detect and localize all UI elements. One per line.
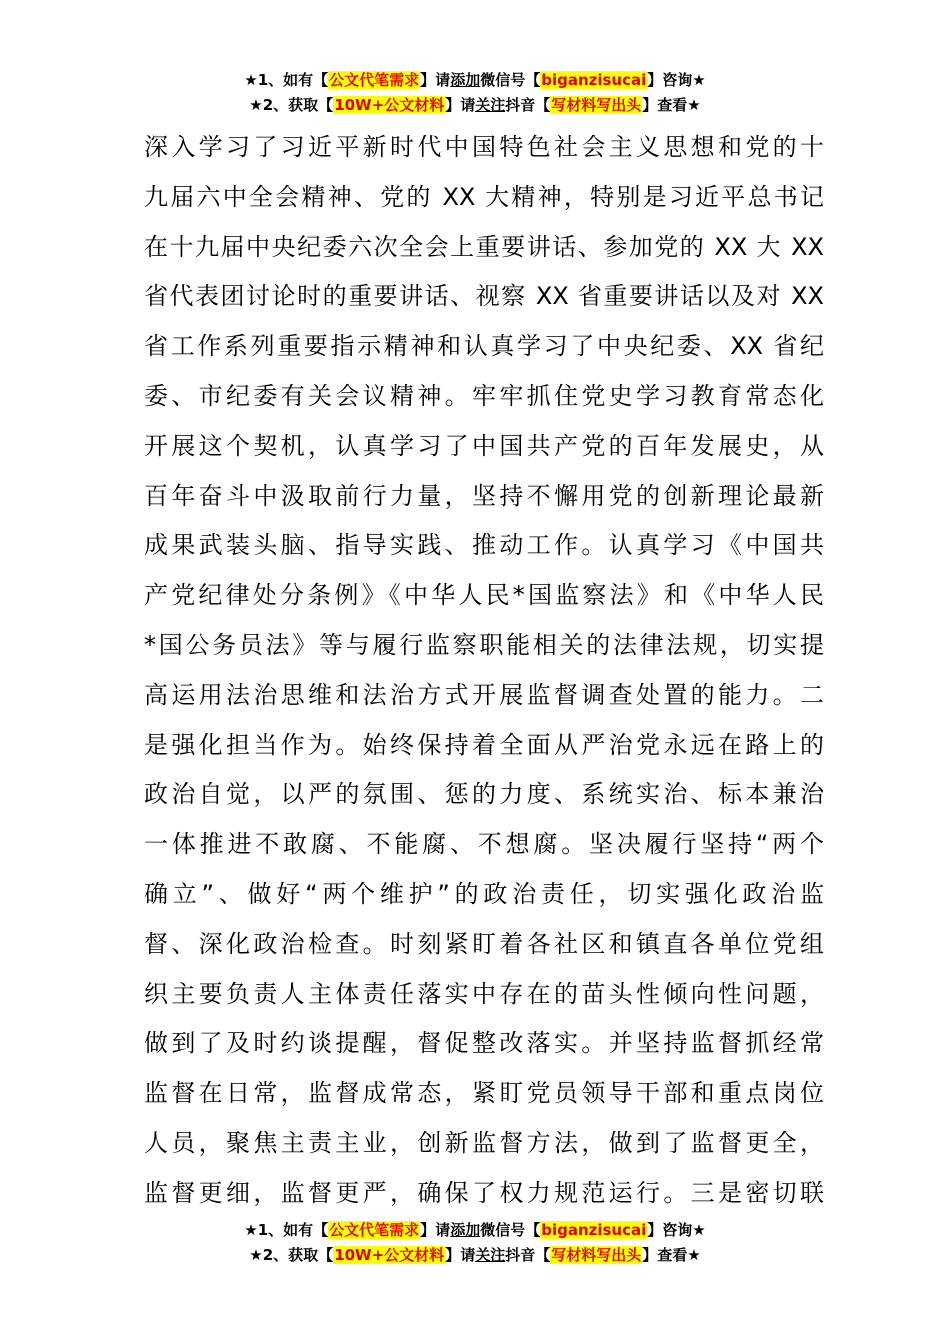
banner-line-2 bbox=[0, 1243, 950, 1268]
body-line: 开展这个契机，认真学习了中国共产党的百年发展史，从 bbox=[144, 431, 824, 460]
banner-line-1 bbox=[0, 1218, 950, 1243]
body-line: 政治自觉，以严的氛围、惩的力度、系统实治、标本兼治 bbox=[144, 780, 824, 809]
banner-emphasis: 添加 bbox=[450, 1221, 481, 1239]
banner-emphasis: 关注 bbox=[475, 96, 506, 114]
body-line: 人员，聚焦主责主业，创新监督方法，做到了监督更全， bbox=[144, 1128, 824, 1157]
wechat-id: biganzisucai bbox=[541, 71, 647, 89]
banner-emphasis: 添加 bbox=[450, 71, 481, 89]
body-line: 织主要负责人主体责任落实中存在的苗头性倾向性问题， bbox=[144, 979, 824, 1008]
body-line: 产党纪律处分条例》《中华人民*国监察法》和《中华人民 bbox=[144, 581, 824, 610]
banner-text: 】查看★ bbox=[642, 1246, 701, 1264]
body-line: 委、市纪委有关会议精神。牢牢抓住党史学习教育常态化 bbox=[144, 381, 824, 410]
highlight-tag: 公文代笔需求 bbox=[329, 71, 420, 89]
body-line: 确立”、做好“两个维护”的政治责任，切实强化政治监 bbox=[144, 879, 824, 908]
banner-emphasis: 关注 bbox=[475, 1246, 506, 1264]
body-line: 成果武装头脑、指导实践、推动工作。认真学习《中国共 bbox=[144, 531, 824, 560]
document-body bbox=[144, 123, 824, 1219]
banner-text: ★2、获取【 bbox=[249, 96, 334, 114]
body-line: 省代表团讨论时的重要讲话、视察 XX 省重要讲话以及对 XX bbox=[144, 282, 824, 311]
banner-text: 】请 bbox=[445, 1246, 476, 1264]
body-line: 监督在日常，监督成常态，紧盯党员领导干部和重点岗位 bbox=[144, 1079, 824, 1108]
banner-text: 抖音【 bbox=[505, 1246, 551, 1264]
banner-text: 抖音【 bbox=[505, 96, 551, 114]
header-banner bbox=[0, 68, 950, 118]
banner-text: 微信号【 bbox=[480, 71, 541, 89]
body-line: 做到了及时约谈提醒，督促整改落实。并坚持监督抓经常 bbox=[144, 1029, 824, 1058]
body-line: 一体推进不敢腐、不能腐、不想腐。坚决履行坚持“两个 bbox=[144, 830, 824, 859]
body-line: 深入学习了习近平新时代中国特色社会主义思想和党的十 bbox=[144, 133, 824, 161]
banner-line-1 bbox=[0, 68, 950, 93]
banner-line-2 bbox=[0, 93, 950, 118]
body-line: 省工作系列重要指示精神和认真学习了中央纪委、XX 省纪 bbox=[144, 332, 824, 361]
wechat-id: biganzisucai bbox=[541, 1221, 647, 1239]
body-line: 监督更细，监督更严，确保了权力规范运行。三是密切联 bbox=[144, 1178, 824, 1207]
douyin-account: 写材料写出头 bbox=[551, 1246, 642, 1264]
banner-text: 】请 bbox=[420, 71, 451, 89]
banner-text: 】咨询★ bbox=[647, 71, 706, 89]
highlight-tag: 10W+公文材料 bbox=[334, 1246, 445, 1264]
banner-text: 微信号【 bbox=[480, 1221, 541, 1239]
body-line: 九届六中全会精神、党的 XX 大精神，特别是习近平总书记 bbox=[144, 182, 824, 211]
douyin-account: 写材料写出头 bbox=[551, 96, 642, 114]
highlight-tag: 10W+公文材料 bbox=[334, 96, 445, 114]
banner-text: ★1、如有【 bbox=[244, 71, 329, 89]
banner-text: ★2、获取【 bbox=[249, 1246, 334, 1264]
body-line: 是强化担当作为。始终保持着全面从严治党永远在路上的 bbox=[144, 730, 824, 759]
banner-text: 】查看★ bbox=[642, 96, 701, 114]
banner-text: 】请 bbox=[445, 96, 476, 114]
banner-text: 】请 bbox=[420, 1221, 451, 1239]
body-line: 百年奋斗中汲取前行力量，坚持不懈用党的创新理论最新 bbox=[144, 481, 824, 510]
banner-text: 】咨询★ bbox=[647, 1221, 706, 1239]
highlight-tag: 公文代笔需求 bbox=[329, 1221, 420, 1239]
body-line: *国公务员法》等与履行监察职能相关的法律法规，切实提 bbox=[144, 630, 824, 659]
body-line: 督、深化政治检查。时刻紧盯着各社区和镇直各单位党组 bbox=[144, 929, 824, 958]
body-line: 高运用法治思维和法治方式开展监督调查处置的能力。二 bbox=[144, 680, 824, 709]
footer-banner bbox=[0, 1218, 950, 1268]
body-line: 在十九届中央纪委六次全会上重要讲话、参加党的 XX 大 XX bbox=[144, 232, 824, 261]
banner-text: ★1、如有【 bbox=[244, 1221, 329, 1239]
